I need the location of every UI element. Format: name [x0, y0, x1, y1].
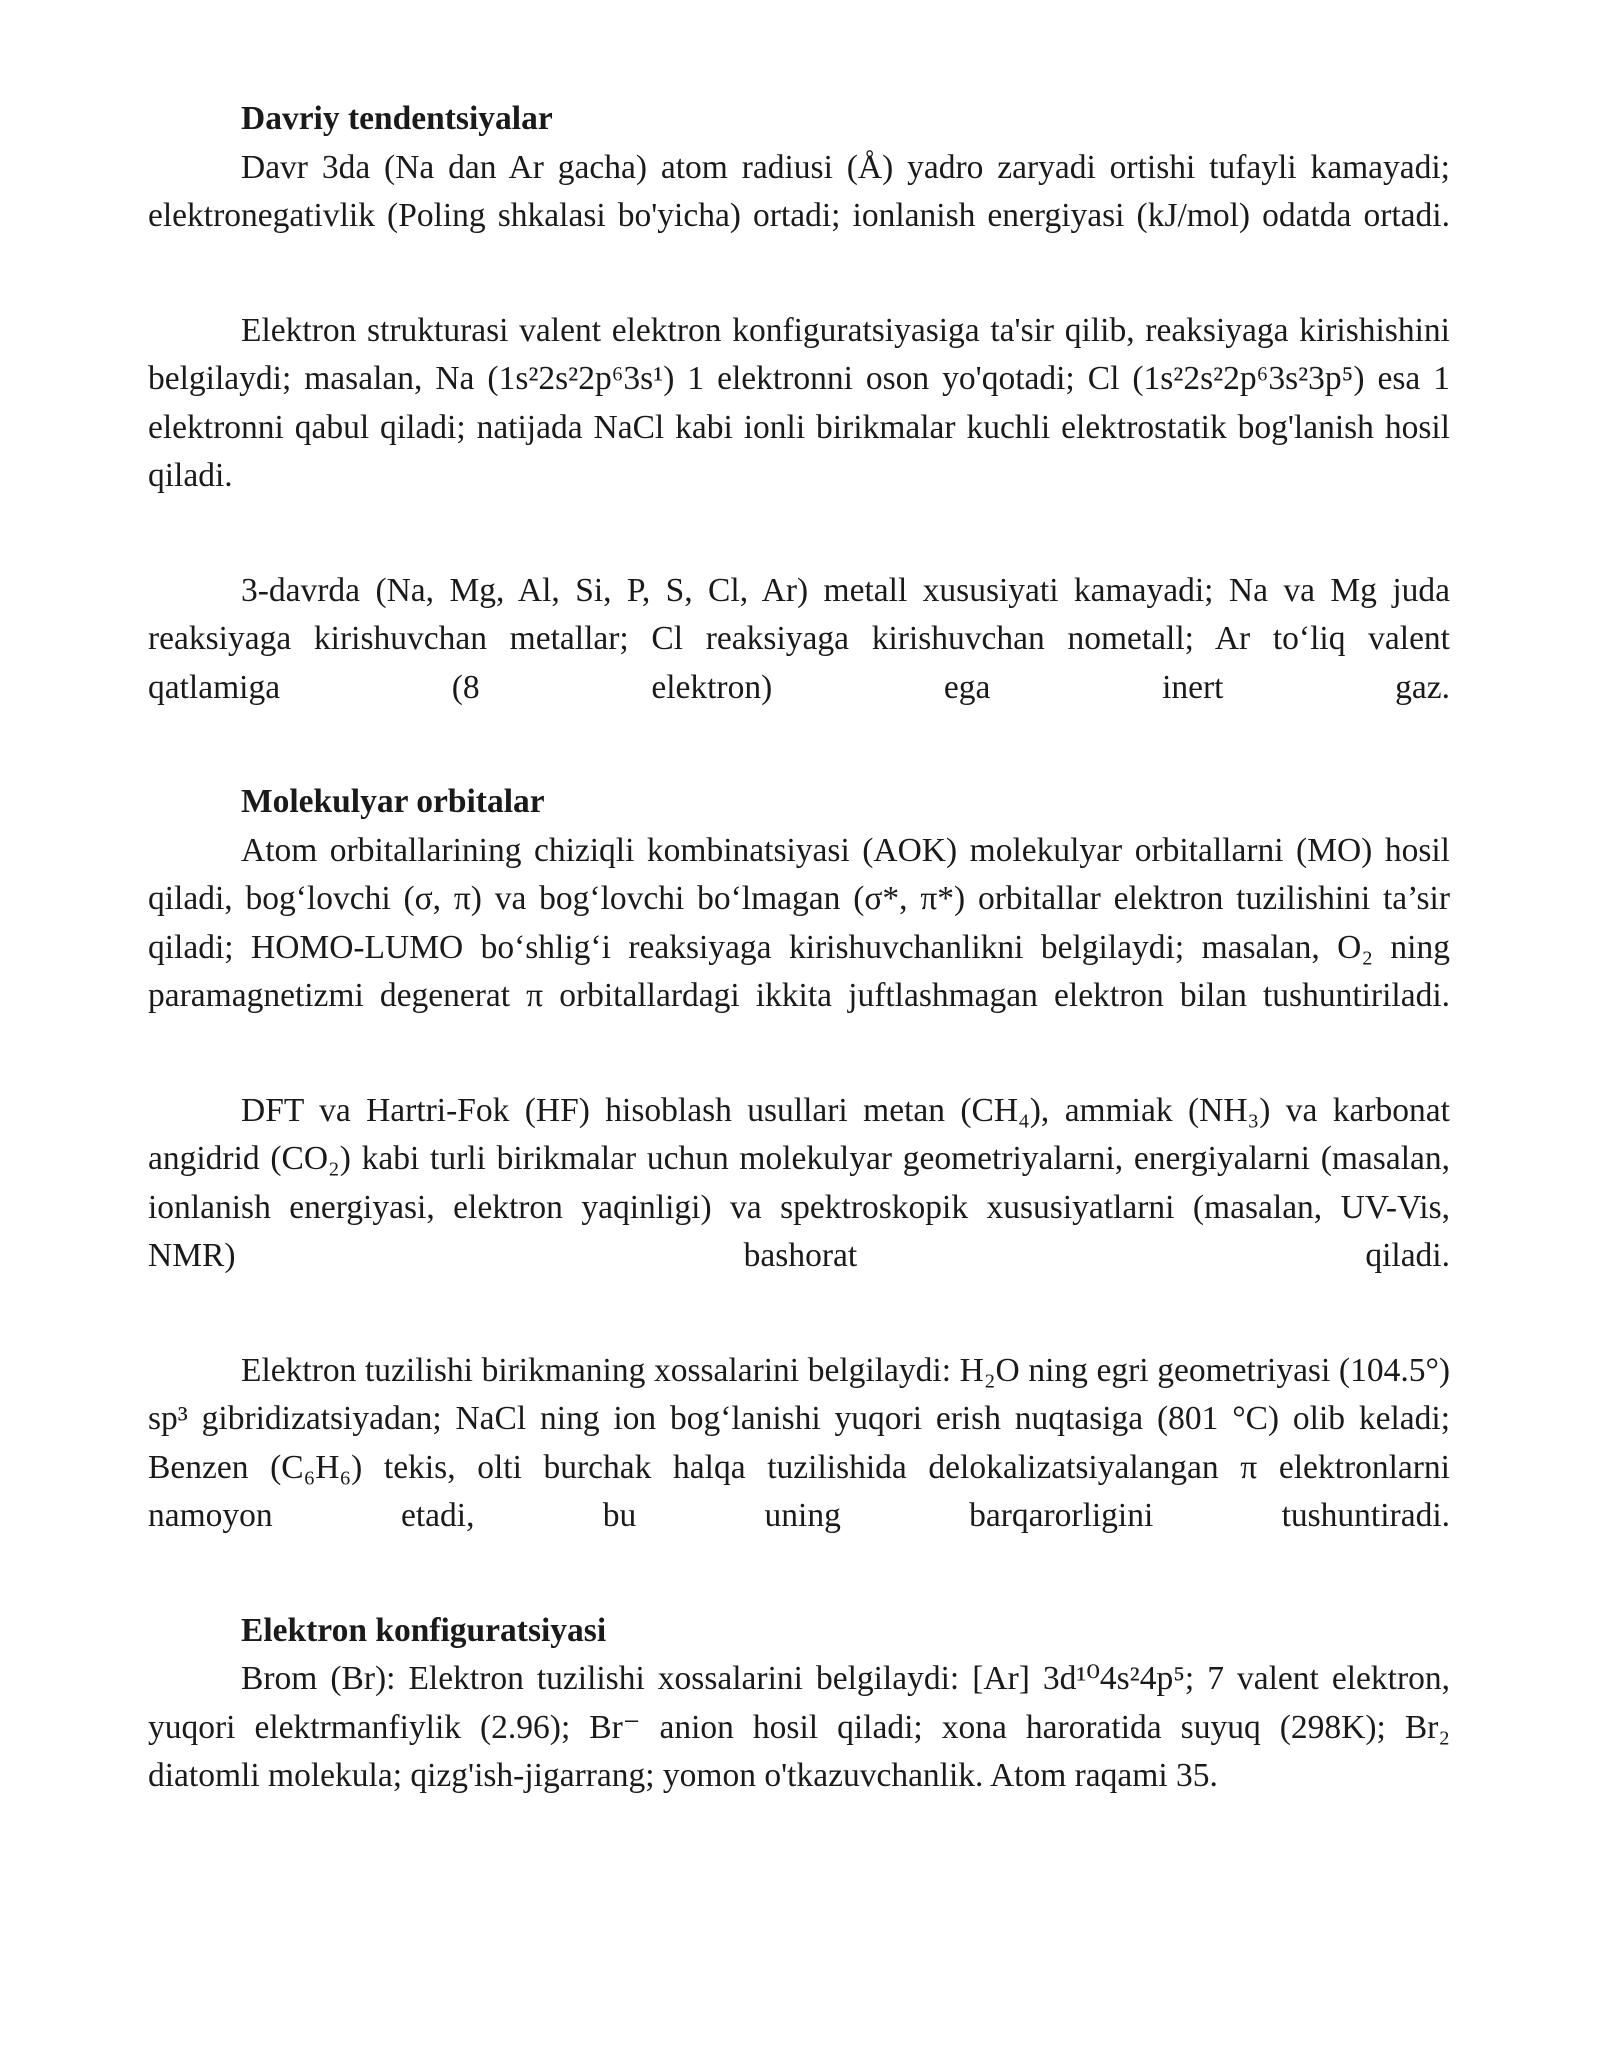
section-heading-molecular-orbitals: Molekulyar orbitalar [241, 783, 545, 820]
paragraph-spacer [148, 501, 1450, 567]
section-heading-periodic-trends: Davriy tendentsiyalar [241, 100, 553, 137]
paragraph-dft-hf: DFT va Hartri-Fok (HF) hisoblash usullari metan (CH₄), ammiak (NH₃) va karbonat angidrid (CO₂) kabi turli birikmalar uchun molekulyar geometriyalarni, energiyalarni (masalan, ionlanish energiyasi, elektron yaqinligi) va spektroskopik xususiyatlarni (masalan, UV-Vis, NMR) bashorat qiladi. [148, 1091, 1450, 1274]
paragraph-structure-properties: Elektron tuzilishi birikmaning xossalarini belgilaydi: H₂O ning egri geometriyasi (104.5°) sp³ gibridizatsiyadan; NaCl ning ion bog‘lanishi yuqori erish nuqtasiga (801 °C) olib keladi; Benzen (C₆H₆) tekis, olti burchak halqa tuzilishida delokalizatsiyalangan π elektronlarni namoyon etadi, bu uning barqarorligini tushuntiradi. [148, 1351, 1450, 1534]
document-page [148, 95, 1450, 1801]
paragraph-lcao: Atom orbitallarining chiziqli kombinatsiyasi (AOK) molekulyar orbitallarni (MO) hosil qiladi, bog‘lovchi (σ, π) va bog‘lovchi bo‘lmagan (σ*, π*) orbitallar elektron tuzilishini ta’sir qiladi; HOMO-LUMO bo‘shlig‘i reaksiyaga kirishuvchanlikni belgilaydi; masalan, O₂ ning paramagnetizmi degenerat π orbitallardagi ikkita juftlashmagan elektron bilan tushuntiriladi. [148, 831, 1450, 1014]
paragraph-electron-structure: Elektron strukturasi valent elektron konfiguratsiyasiga ta'sir qilib, reaksiyaga kirishishini belgilaydi; masalan, Na (1s²2s²2p⁶3s¹) 1 elektronni oson yo'qotadi; Cl (1s²2s²2p⁶3s²3p⁵) esa 1 elektronni qabul qiladi; natijada NaCl kabi ionli birikmalar kuchli elektrostatik bog'lanish hosil qiladi. [148, 311, 1450, 494]
section-heading-electron-configuration: Elektron konfiguratsiyasi [241, 1611, 607, 1649]
paragraph-spacer [148, 1281, 1450, 1347]
paragraph-spacer [148, 241, 1450, 307]
paragraph-spacer [148, 1021, 1450, 1087]
paragraph-bromine: Brom (Br): Elektron tuzilishi xossalarini belgilaydi: [Ar] 3d¹⁰4s²4p⁵; 7 valent elektron, yuqori elektrmanfiylik (2.96); Br⁻ anion hosil qiladi; xona haroratida suyuq (298K); Br₂ diatomli molekula; qizg'ish-jigarrang; yomon o'tkazuvchanlik. Atom raqami 35. [148, 1660, 1450, 1794]
paragraph-spacer [148, 1541, 1450, 1607]
paragraph-period3-trends: Davr 3da (Na dan Ar gacha) atom radiusi (Å) yadro zaryadi ortishi tufayli kamayadi; elektronegativlik (Poling shkalasi bo'yicha) ortadi; ionlanish energiyasi (kJ/mol) odatda ortadi. [148, 148, 1450, 234]
paragraph-metallic-character: 3-davrda (Na, Mg, Al, Si, P, S, Cl, Ar) metall xususiyati kamayadi; Na va Mg juda reaksiyaga kirishuvchan metallar; Cl reaksiyaga kirishuvchan nometall; Ar to‘liq valent qatlamiga (8 elektron) ega inert gaz. [148, 571, 1450, 706]
paragraph-spacer [148, 712, 1450, 778]
